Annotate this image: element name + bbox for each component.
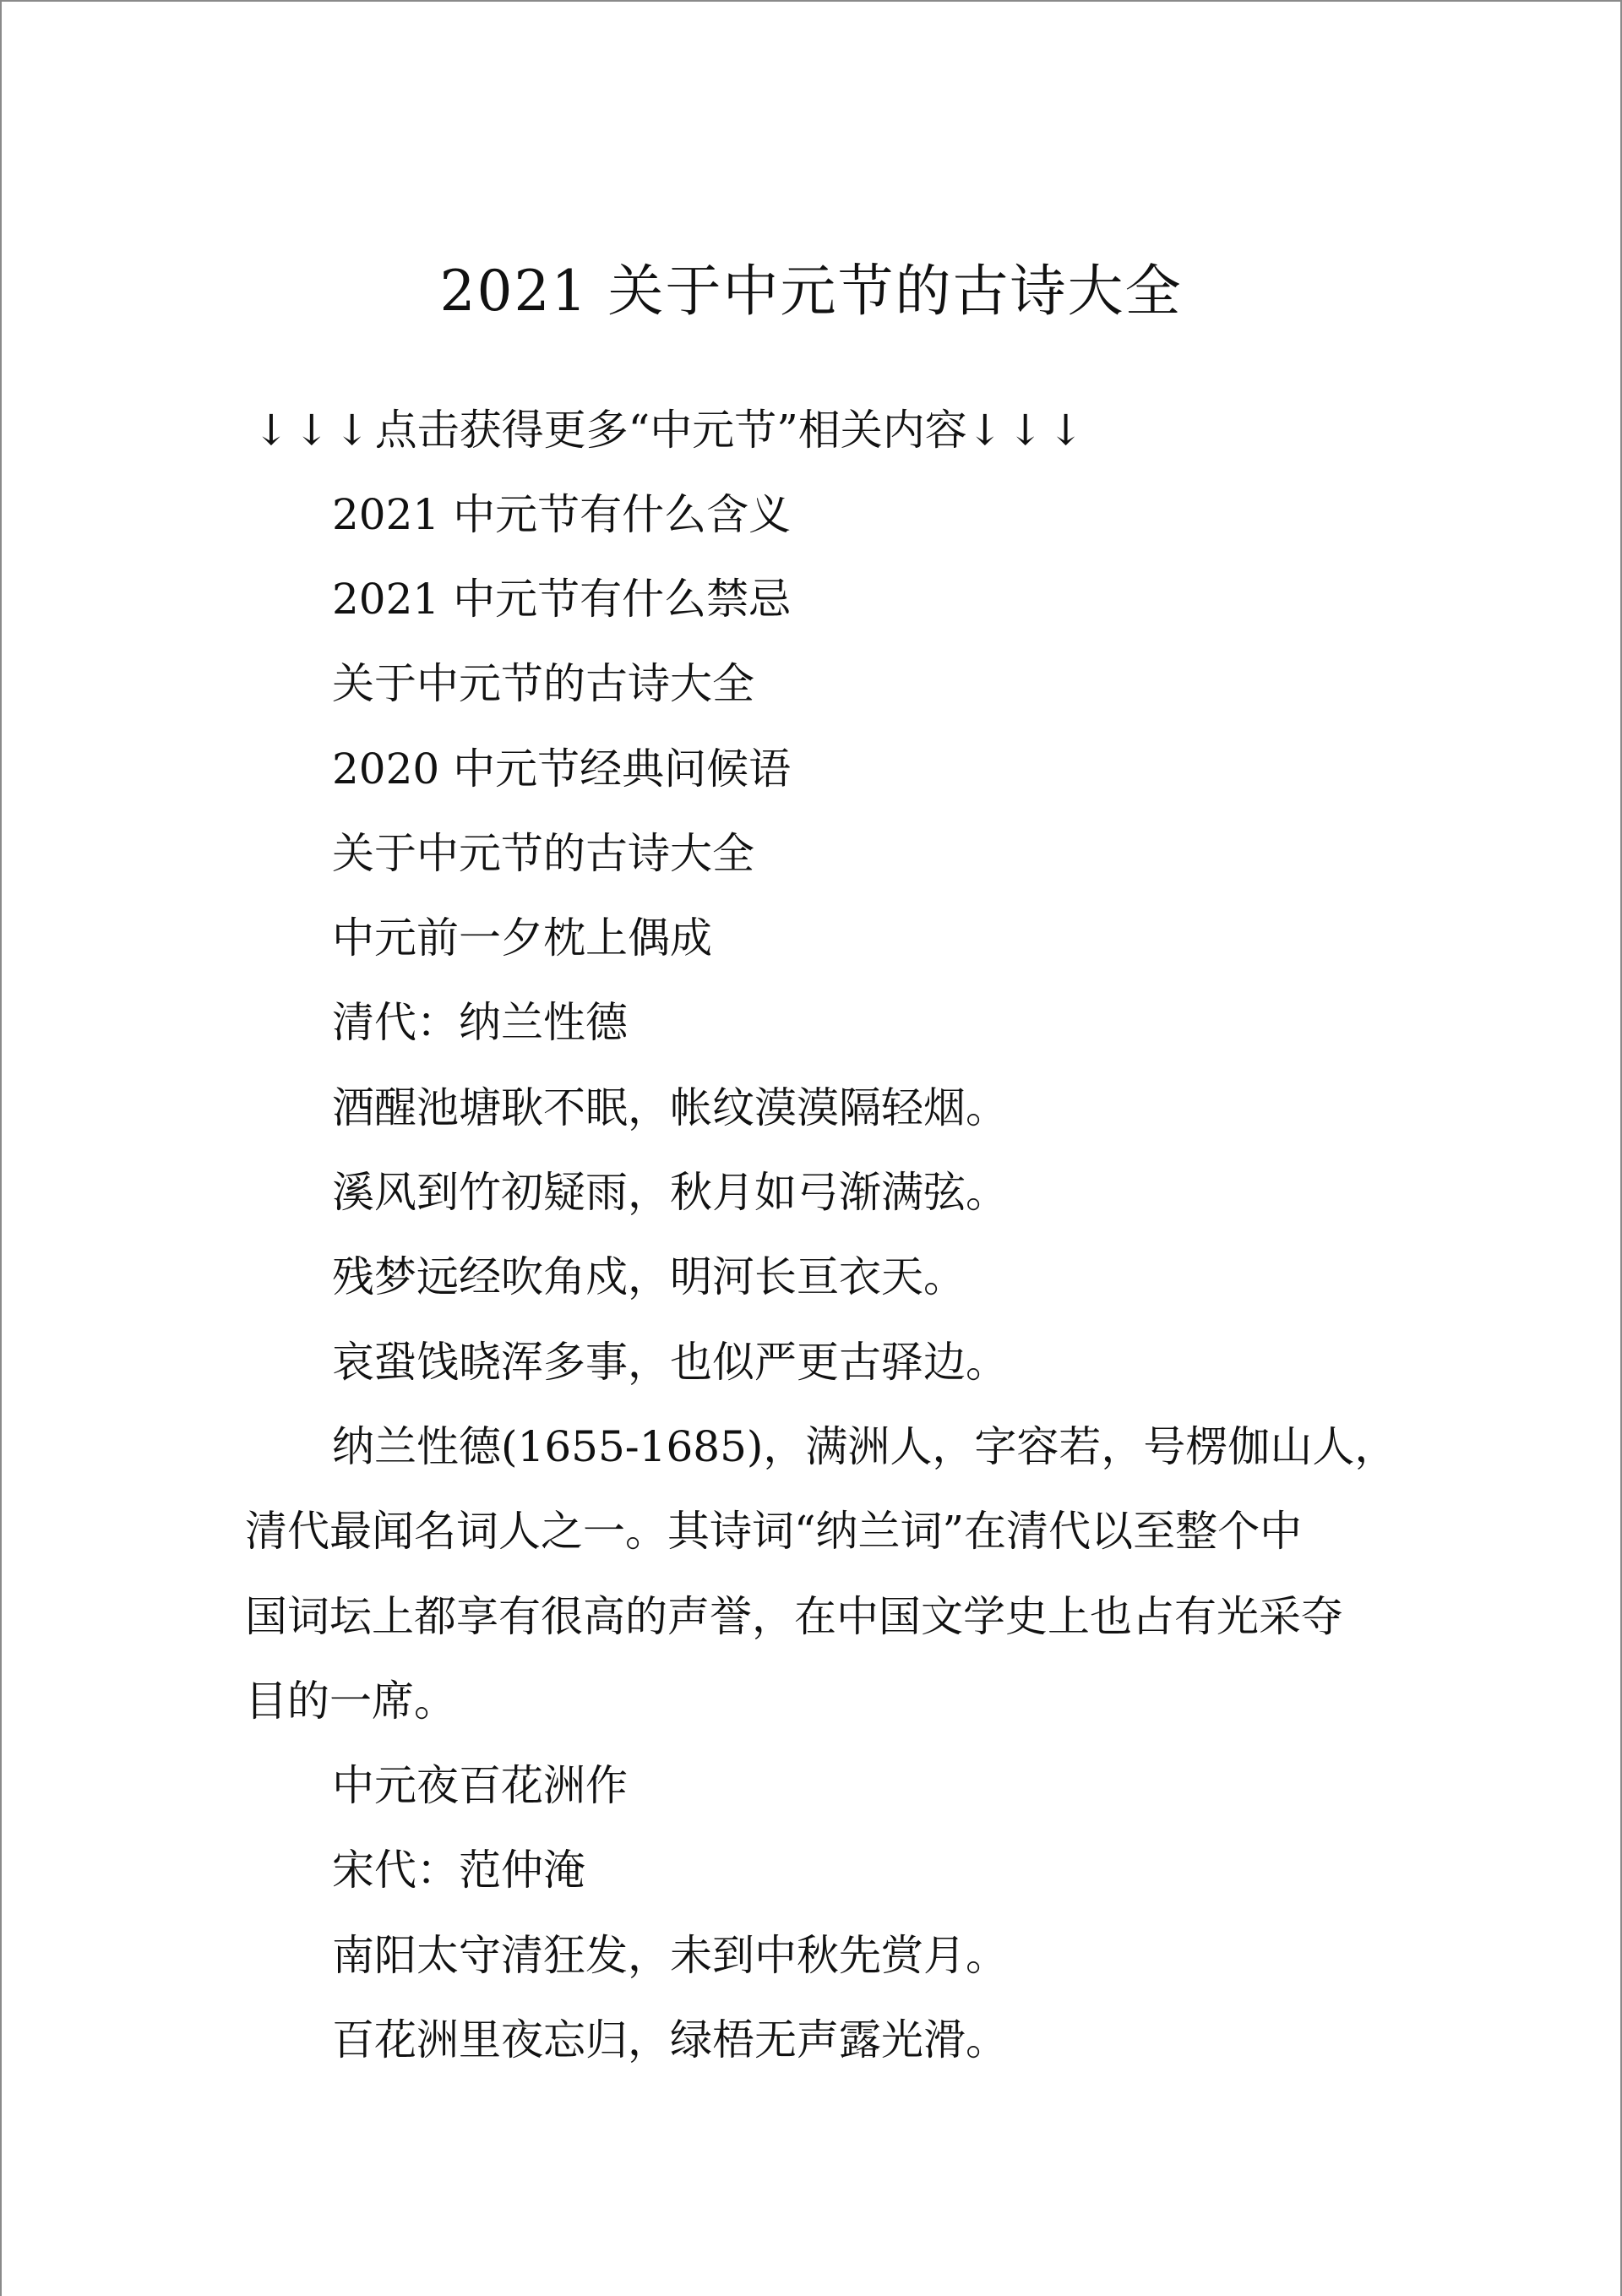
banner-text[interactable]: 点击获得更多“中元节”相关内容 bbox=[374, 406, 967, 455]
down-arrows-right-icon: ↓↓↓ bbox=[966, 406, 1089, 455]
poem-1-title: 中元前一夕枕上偶成 bbox=[332, 913, 712, 963]
related-link-1[interactable]: 2021 中元节有什么含义 bbox=[332, 490, 792, 539]
poem-2-line-1: 南阳太守清狂发，未到中秋先赏月。 bbox=[332, 1931, 1008, 1980]
bio-line-2: 清代最闻名词人之一。其诗词“纳兰词”在清代以至整个中 bbox=[245, 1507, 1303, 1556]
related-link-3[interactable]: 关于中元节的古诗大全 bbox=[332, 659, 754, 708]
bio-line-3: 国词坛上都享有很高的声誉，在中国文学史上也占有光采夺 bbox=[245, 1592, 1343, 1641]
document-title: 2021 关于中元节的古诗大全 bbox=[439, 259, 1183, 324]
poem-2-title: 中元夜百花洲作 bbox=[332, 1761, 628, 1810]
poem-1-author: 清代：纳兰性德 bbox=[332, 998, 628, 1047]
bio-line-1: 纳兰性德(1655-1685)，满洲人，字容若，号楞伽山人， bbox=[332, 1422, 1397, 1471]
related-content-banner[interactable] bbox=[253, 401, 1089, 460]
poem-2-author: 宋代：范仲淹 bbox=[332, 1846, 585, 1895]
bio-line-4: 目的一席。 bbox=[245, 1677, 456, 1726]
poem-1-line-2: 溪风到竹初疑雨，秋月如弓渐满弦。 bbox=[332, 1168, 1008, 1217]
poem-2-line-2: 百花洲里夜忘归，绿梧无声露光滑。 bbox=[332, 2015, 1008, 2064]
page-border-top bbox=[0, 0, 1622, 2]
related-link-2[interactable]: 2021 中元节有什么禁忌 bbox=[332, 575, 792, 624]
poem-1-line-4: 哀蛩饯晓浑多事，也似严更古驿边。 bbox=[332, 1338, 1008, 1387]
related-link-5[interactable]: 关于中元节的古诗大全 bbox=[332, 829, 754, 878]
poem-1-line-3: 残梦远经吹角戍，明河长亘衣天。 bbox=[332, 1252, 966, 1301]
page-border-left bbox=[0, 0, 2, 2296]
poem-1-line-1: 酒醒池塘耿不眠，帐纹漠漠隔轻烟。 bbox=[332, 1083, 1008, 1132]
related-link-4[interactable]: 2020 中元节经典问候语 bbox=[332, 744, 792, 794]
down-arrows-left-icon: ↓↓↓ bbox=[253, 406, 375, 455]
